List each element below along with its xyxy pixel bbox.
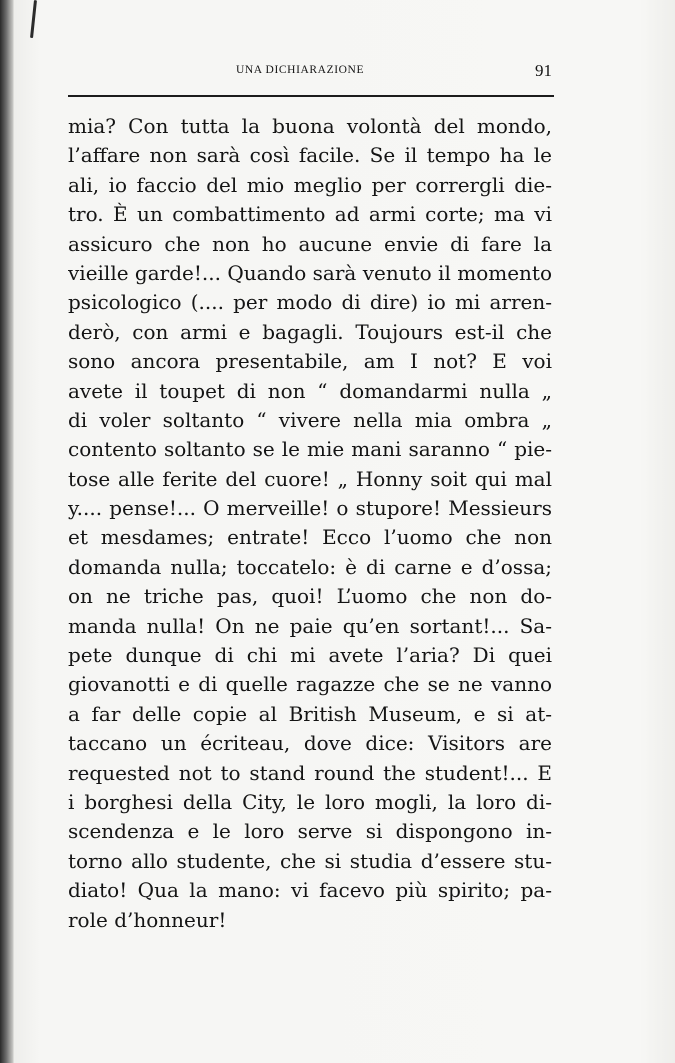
text-line: di voler soltanto “ vivere nella mia ombra „ [68, 407, 552, 432]
text-line: torno allo studente, che si studia d’essere stu- [68, 848, 552, 873]
text-line: manda nulla! On ne paie qu’en sortant!... Sa- [68, 613, 552, 638]
text-line: on ne triche pas, quoi! L’uomo che non do- [68, 584, 552, 609]
text-line: domanda nulla; toccatelo: è di carne e d’ossa; [68, 554, 552, 579]
page-header [68, 58, 552, 84]
body-text [68, 112, 552, 935]
text-line: psicologico (.... per modo di dire) io mi arren- [68, 290, 552, 315]
text-line-final: role d’honneur! [68, 907, 227, 932]
text-line: tose alle ferite del cuore! „ Honny soit qui mal [68, 466, 552, 491]
text-line: vieille garde!... Quando sarà venuto il momento [68, 260, 552, 285]
text-line: diato! Qua la mano: vi facevo più spirito; pa- [68, 878, 552, 903]
page-number: 91 [535, 61, 552, 80]
running-title: UNA DICHIARAZIONE [236, 64, 365, 76]
text-line: i borghesi della City, le loro mogli, la loro di- [68, 789, 552, 814]
text-line: assicuro che non ho aucune envie di fare la [68, 231, 552, 256]
text-line: ali, io faccio del mio meglio per corrergli die- [68, 172, 552, 197]
text-line: mia? Con tutta la buona volontà del mondo, [68, 114, 552, 138]
text-line: a far delle copie al British Museum, e si at- [68, 701, 552, 726]
pencil-mark [30, 0, 37, 38]
text-line: scendenza e le loro serve si dispongono in- [68, 819, 552, 844]
text-line: l’affare non sarà così facile. Se il tempo ha le [68, 143, 552, 168]
text-line: pete dunque di chi mi avete l’aria? Di quei [68, 643, 552, 668]
text-line: taccano un écriteau, dove dice: Visitors are [68, 731, 552, 756]
text-line: sono ancora presentabile, am I not? E voi [68, 349, 552, 374]
text-line: requested not to stand round the student!... E [68, 760, 552, 785]
text-line: giovanotti e di quelle ragazze che se ne vanno [68, 672, 552, 697]
book-binding-shadow [0, 0, 14, 1063]
text-line: et mesdames; entrate! Ecco l’uomo che non [68, 525, 552, 550]
header-rule [68, 95, 554, 97]
text-line: avete il toupet di non “ domandarmi nulla „ [68, 378, 552, 403]
text-line: tro. È un combattimento ad armi corte; ma vi [68, 202, 552, 227]
text-line: contento soltanto se le mie mani saranno “ pie- [68, 437, 552, 462]
text-line: y.... pense!... O merveille! o stupore! Messieurs [68, 496, 552, 521]
text-line: derò, con armi e bagagli. Toujours est-il che [68, 319, 552, 344]
